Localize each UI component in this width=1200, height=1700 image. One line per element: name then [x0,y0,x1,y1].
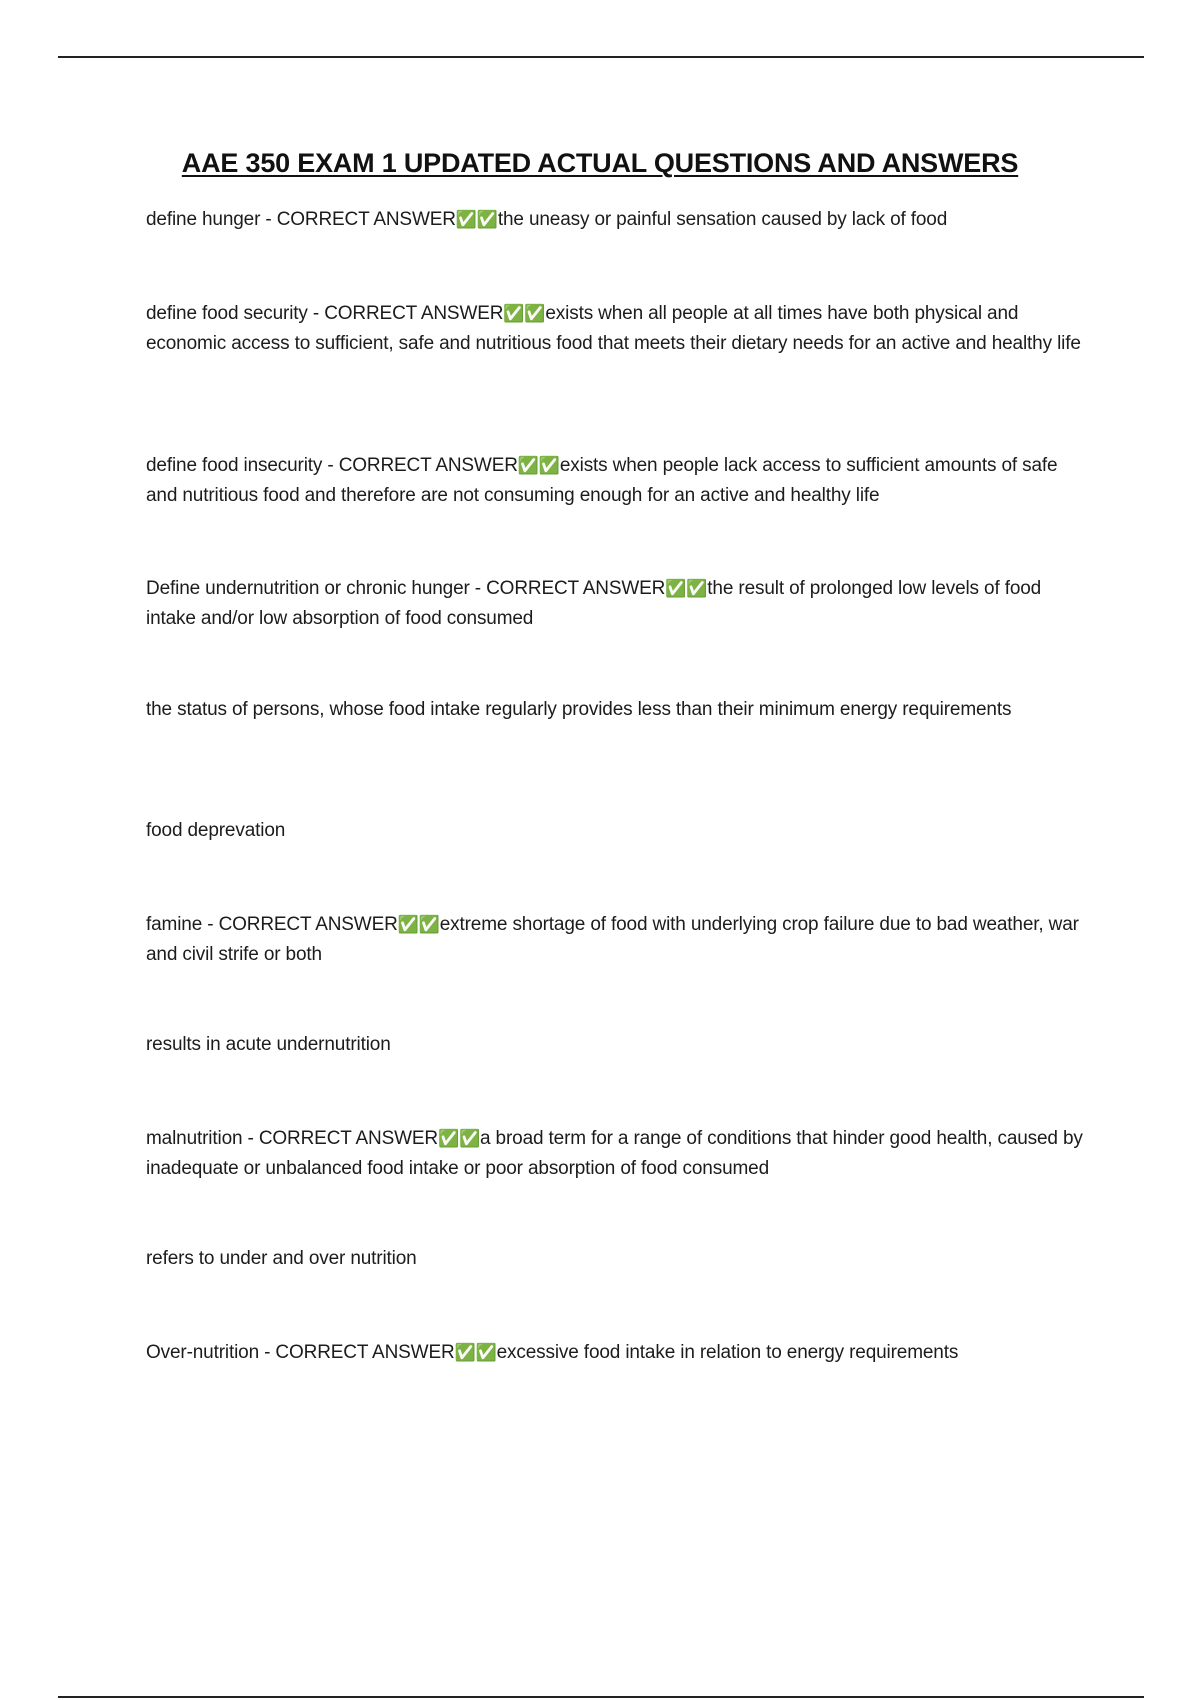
check-mark-icon: ✅✅ [455,210,498,230]
check-mark-icon: ✅✅ [503,304,546,324]
qa-entry-define-undernutrition [146,574,1086,633]
qa-entry-famine [146,910,1086,969]
qa-entry-define-food-security [146,299,1086,358]
answer-text: the result of prolonged low levels of food intake and/or low absorption of food consumed [146,578,1042,629]
question-text: define food insecurity - CORRECT ANSWER [146,455,518,476]
answer-text: exists when people lack access to sufficient amounts of safe and nutritious food and therefore are not consuming enough for an active and healthy life [146,455,1058,506]
qa-entry-over-nutrition [146,1338,1086,1368]
question-text: define food security - CORRECT ANSWER [146,303,504,324]
qa-entry-define-food-insecurity [146,451,1086,510]
check-mark-icon: ✅✅ [665,579,708,599]
question-text: famine - CORRECT ANSWER [146,914,398,935]
check-mark-icon: ✅✅ [397,915,440,935]
bottom-divider [58,1696,1144,1698]
question-text: Over-nutrition - CORRECT ANSWER [146,1342,455,1363]
text-entry-acute-undernutrition: results in acute undernutrition [146,1034,391,1055]
check-mark-icon: ✅✅ [437,1129,481,1149]
answer-text: exists when all people at all times have both physical and economic access to sufficient, safe and nutritious food that meets their dietary needs for an active and healthy life [146,303,1081,354]
qa-entry-malnutrition [146,1124,1086,1183]
answer-text: the uneasy or painful sensation caused by lack of food [497,209,948,230]
page-title: AAE 350 EXAM 1 UPDATED ACTUAL QUESTIONS AND ANSWERS [181,148,1019,178]
question-text: Define undernutrition or chronic hunger - CORRECT ANSWER [146,578,666,599]
text-entry-status-of-persons: the status of persons, whose food intake regularly provides less than their minimum energy requirements [146,699,1012,720]
question-text: define hunger - CORRECT ANSWER [146,209,456,230]
check-mark-icon: ✅✅ [517,456,560,476]
top-divider [58,56,1144,58]
check-mark-icon: ✅✅ [454,1343,497,1363]
text-entry-food-deprevation: food deprevation [146,820,286,841]
answer-text: extreme shortage of food with underlying crop failure due to bad weather, war and civil strife or both [146,914,1079,965]
answer-text: excessive food intake in relation to energy requirements [496,1342,959,1363]
qa-entry-define-hunger [146,205,1086,235]
question-text: malnutrition - CORRECT ANSWER [146,1128,438,1149]
answer-text: a broad term for a range of conditions that hinder good health, caused by inadequate or unbalanced food intake or poor absorption of food consumed [146,1128,1083,1179]
text-entry-under-over-nutrition: refers to under and over nutrition [146,1248,417,1269]
